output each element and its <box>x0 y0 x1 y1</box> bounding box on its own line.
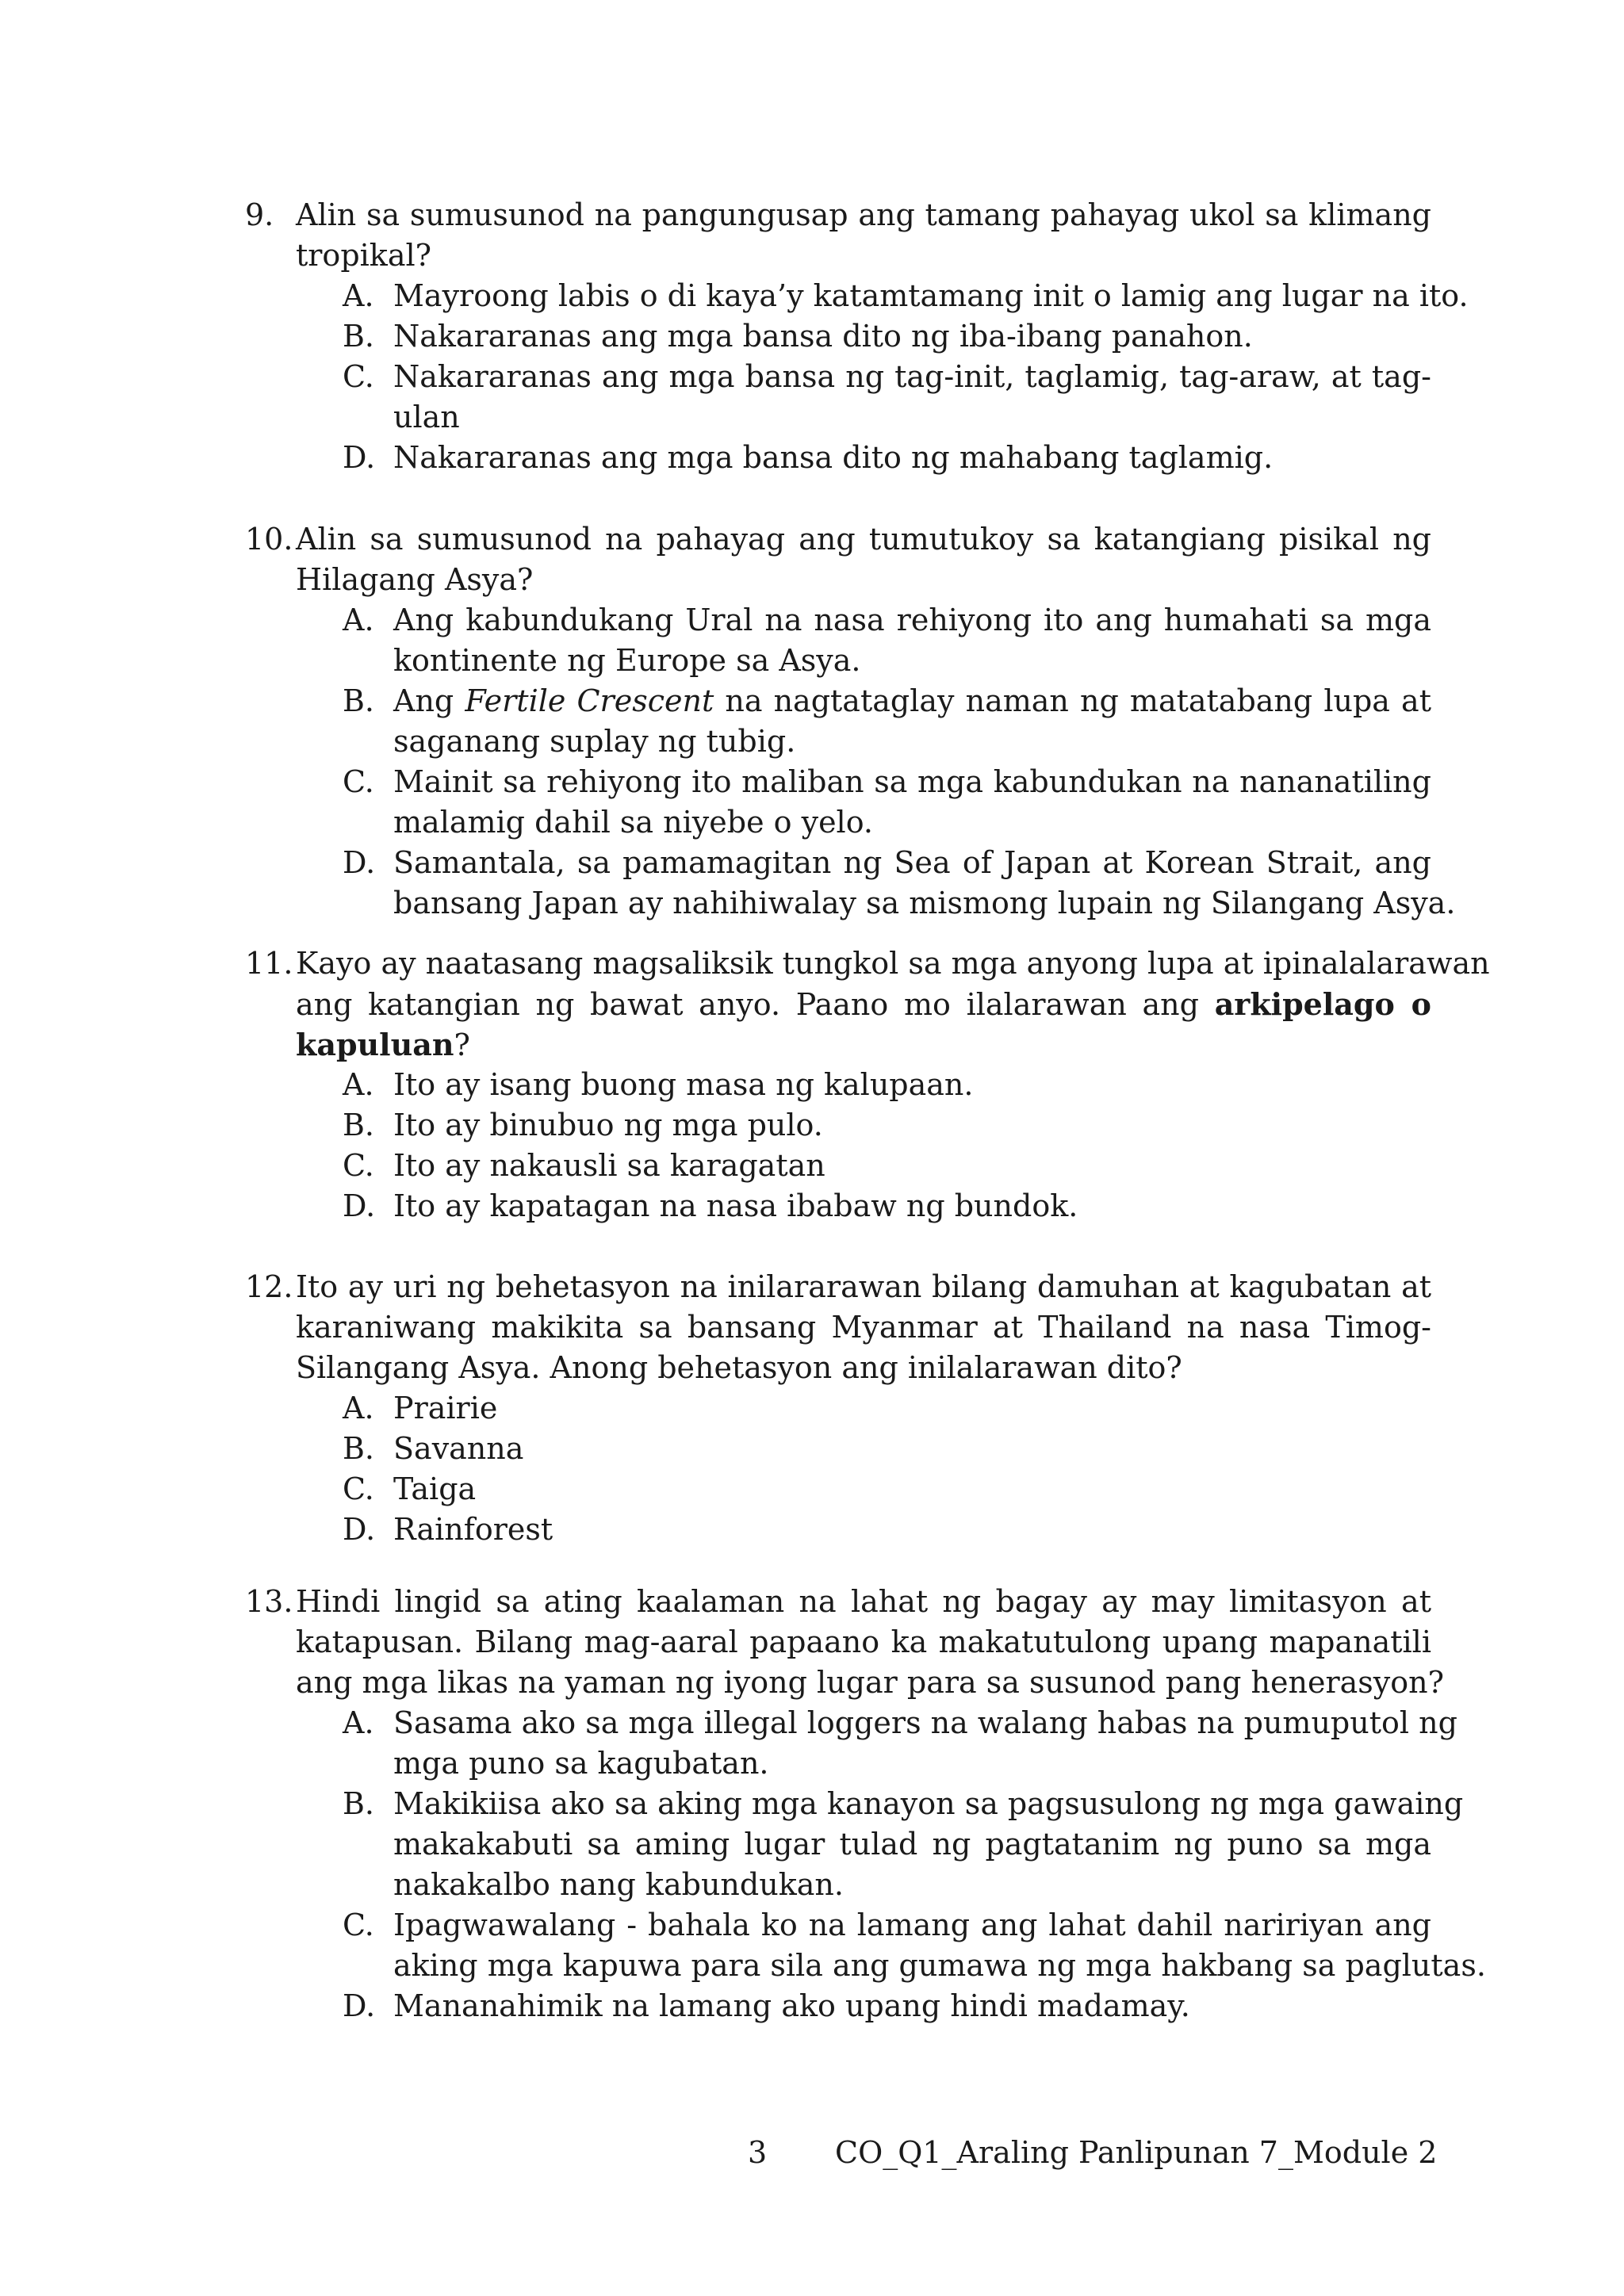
question-text: ang mga likas na yaman ng iyong lugar para sa susunod pang henerasyon? <box>296 1665 1444 1700</box>
option-text: Savanna <box>393 1431 524 1466</box>
question-text: tropikal? <box>296 238 431 273</box>
option-d <box>245 843 1431 883</box>
option-text: Samantala, sa pamamagitan ng Sea of Japan at Korean Strait, ang <box>393 845 1431 880</box>
option-d <box>245 1986 1431 2026</box>
option-label: A. <box>343 278 374 313</box>
option-text: aking mga kapuwa para sila ang gumawa ng mga hakbang sa paglutas. <box>393 1948 1486 1983</box>
option-b <box>245 316 1431 357</box>
question-10 <box>245 519 1456 924</box>
question-number: 10. <box>245 522 293 557</box>
option-text: Makikiisa ako sa aking mga kanayon sa pagsusulong ng mga gawaing <box>393 1786 1464 1821</box>
option-text: ulan <box>393 400 460 434</box>
question-text: Alin sa sumusunod na pahayag ang tumutukoy sa katangiang pisikal ng <box>296 522 1431 557</box>
option-text: Ito ay kapatagan na nasa ibabaw ng bundok. <box>393 1188 1078 1223</box>
option-c <box>245 1905 1431 1946</box>
question-text-bold: kapuluan <box>296 1027 454 1062</box>
question-number: 11. <box>245 946 293 981</box>
option-text-part: na nagtataglay naman ng matatabang lupa at <box>714 683 1431 718</box>
option-b <box>245 1429 1431 1469</box>
question-text-part: ? <box>454 1027 470 1062</box>
option-label: A. <box>343 1391 374 1425</box>
question-text: Hilagang Asya? <box>296 562 534 597</box>
option-label: C. <box>343 359 374 394</box>
option-a <box>245 276 1469 316</box>
question-text: Hindi lingid sa ating kaalaman na lahat ng bagay ay may limitasyon at <box>296 1584 1431 1619</box>
option-label: B. <box>343 1108 375 1142</box>
option-label: C. <box>343 1908 374 1942</box>
question-text <box>296 984 1431 1025</box>
option-text: Sasama ako sa mga illegal loggers na walang habas na pumuputol ng <box>393 1705 1457 1740</box>
option-text: nakakalbo nang kabundukan. <box>393 1867 844 1902</box>
option-text: Prairie <box>393 1391 498 1425</box>
option-text: Ito ay binubuo ng mga pulo. <box>393 1108 823 1142</box>
option-text: bansang Japan ay nahihiwalay sa mismong lupain ng Silangang Asya. <box>393 886 1456 920</box>
option-label: D. <box>343 1512 376 1547</box>
option-text: makakabuti sa aming lugar tulad ng pagtatanim ng puno sa mga <box>393 1827 1431 1862</box>
option-c <box>245 762 1431 802</box>
option-c <box>245 1469 1431 1510</box>
option-c <box>245 357 1431 397</box>
question-text-part: ang katangian ng bawat anyo. Paano mo ilalarawan ang <box>296 987 1215 1022</box>
option-label: D. <box>343 845 376 880</box>
option-label: D. <box>343 440 376 475</box>
question-text: Alin sa sumusunod na pangungusap ang tamang pahayag ukol sa klimang <box>296 197 1431 232</box>
option-d <box>245 1510 1431 1550</box>
question-9 <box>245 195 1469 478</box>
question-text: Ito ay uri ng behetasyon na inilararawan bilang damuhan at kagubatan at <box>296 1269 1431 1304</box>
option-label: B. <box>343 1786 375 1821</box>
option-label: B. <box>343 683 375 718</box>
option-label: B. <box>343 1431 375 1466</box>
question-number: 13. <box>245 1584 293 1619</box>
option-text: Ipagwawalang - bahala ko na lamang ang lahat dahil naririyan ang <box>393 1908 1431 1942</box>
option-label: A. <box>343 1067 374 1102</box>
option-text: Taiga <box>393 1471 477 1506</box>
option-label: C. <box>343 764 374 799</box>
option-a <box>245 1703 1457 1743</box>
question-text: karaniwang makikita sa bansang Myanmar at Thailand na nasa Timog- <box>296 1310 1431 1345</box>
option-a <box>245 1388 1431 1429</box>
option-label: D. <box>343 1988 376 2023</box>
option-text: mga puno sa kagubatan. <box>393 1746 769 1781</box>
option-label: C. <box>343 1148 374 1183</box>
question-text: Silangang Asya. Anong behetasyon ang inilalarawan dito? <box>296 1350 1182 1385</box>
option-label: A. <box>343 603 374 637</box>
option-text: saganang suplay ng tubig. <box>393 724 796 759</box>
option-text: Ito ay nakausli sa karagatan <box>393 1148 825 1183</box>
page-number: 3 <box>748 2135 768 2170</box>
option-text-part: Ang <box>393 683 465 718</box>
option-text: malamig dahil sa niyebe o yelo. <box>393 805 873 840</box>
option-text: Ang kabundukang Ural na nasa rehiyong ito ang humahati sa mga <box>393 603 1431 637</box>
option-label: A. <box>343 1705 374 1740</box>
question-text-bold: arkipelago o <box>1214 986 1432 1022</box>
option-d <box>245 1186 1431 1226</box>
option-text: Nakararanas ang mga bansa dito ng iba-ibang panahon. <box>393 319 1253 354</box>
question-11 <box>245 943 1490 1226</box>
option-text: Mayroong labis o di kaya’y katamtamang init o lamig ang lugar na ito. <box>393 278 1469 313</box>
option-d <box>245 438 1431 478</box>
question-text: Kayo ay naatasang magsaliksik tungkol sa mga anyong lupa at ipinalalarawan <box>296 946 1490 981</box>
option-text: Rainforest <box>393 1512 553 1547</box>
option-text: Ito ay isang buong masa ng kalupaan. <box>393 1067 974 1102</box>
option-c <box>245 1146 1431 1186</box>
option-text <box>393 681 1431 721</box>
question-text <box>296 1024 1431 1066</box>
question-text: katapusan. Bilang mag-aaral papaano ka makatutulong upang mapanatili <box>296 1624 1431 1659</box>
option-label: C. <box>343 1471 374 1506</box>
option-a <box>245 1065 1431 1105</box>
option-text: Nakararanas ang mga bansa ng tag-init, taglamig, tag-araw, at tag- <box>393 359 1431 394</box>
option-text: Mainit sa rehiyong ito maliban sa mga kabundukan na nananatiling <box>393 764 1431 799</box>
option-label: B. <box>343 319 375 354</box>
option-b <box>245 681 1431 721</box>
option-text: kontinente ng Europe sa Asya. <box>393 643 861 678</box>
question-13 <box>245 1582 1486 2026</box>
question-12 <box>245 1267 1431 1550</box>
option-b <box>245 1105 1431 1146</box>
module-code: CO_Q1_Araling Panlipunan 7_Module 2 <box>835 2135 1438 2170</box>
option-b <box>245 1784 1464 1824</box>
option-label: D. <box>343 1188 376 1223</box>
option-text: Nakararanas ang mga bansa dito ng mahabang taglamig. <box>393 440 1274 475</box>
question-number: 12. <box>245 1269 293 1304</box>
option-a <box>245 600 1431 641</box>
question-number: 9. <box>245 197 274 232</box>
option-text: Mananahimik na lamang ako upang hindi madamay. <box>393 1988 1190 2023</box>
option-text-italic: Fertile Crescent <box>465 683 714 718</box>
